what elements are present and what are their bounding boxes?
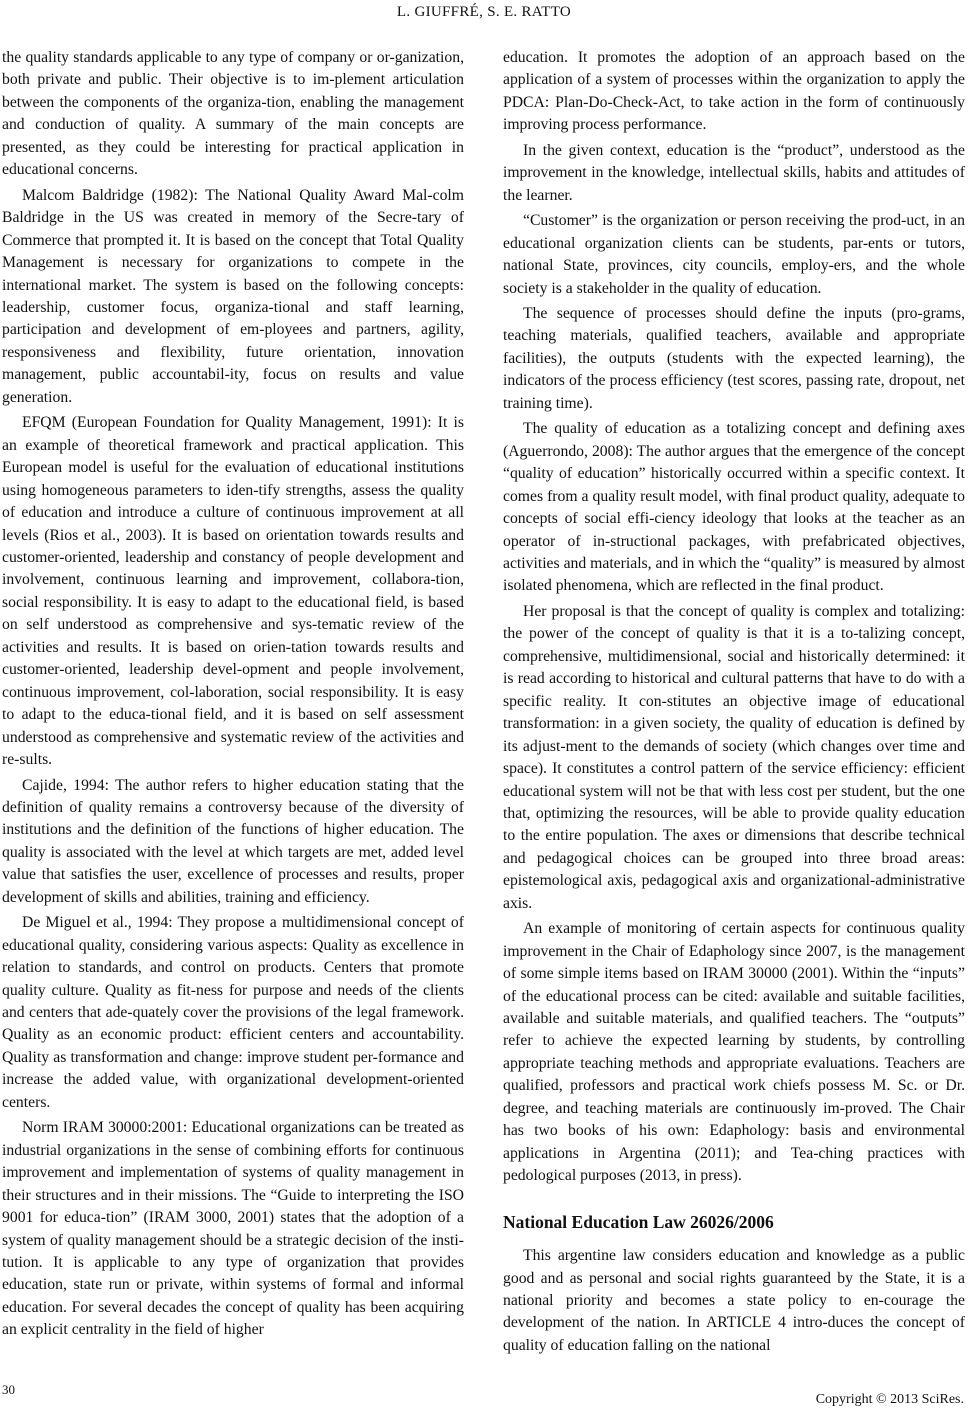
copyright-notice: Copyright © 2013 SciRes. [815, 1392, 964, 1407]
paragraph: In the given context, education is the “product”, understood as the improvement in the knowledge, intellectual skills, habits and attitudes of the learner. [503, 141, 965, 204]
right-column [503, 47, 965, 1360]
paragraph: EFQM (European Foundation for Quality Management, 1991): It is an example of theoretical framework and practical application. This European model is useful for the evaluation of educational institutions using homogeneous parameters to iden-tify strengths, assess the quality of education and introduce a culture of continuous improvement at all levels (Rios et al., 2003). It is based on orientation towards results and customer-oriented, leadership and constancy of people development and involvement, continuous learning and improvement, collabora-tion, social responsibility. It is easy to adapt to the educational field, is based on self understood as comprehensive and sys-tematic review of the activities and results. It is based on orien-tation towards results and customer-oriented, leadership devel-opment and people involvement, continuous improvement, col-laboration, social responsibility. It is easy to adapt to the educa-tional field, and it is based on self assessment understood as comprehensive and systematic review of the activities and re-sults. [2, 414, 464, 769]
paragraph: the quality standards applicable to any type of company or or-ganization, both private and public. Their objective is to im-plement articulation between the components of the organiza-tion, enabling the management and conduction of quality. A summary of the main concepts are presented, as they could be interesting for practical application in educational concerns. [2, 49, 464, 179]
paragraph: The sequence of processes should define the inputs (pro-grams, teaching materials, qualified teachers, available and appropriate facilities), the outputs (students with the expected learning), the indicators of the process efficiency (test scores, passing rate, dropout, net training time). [503, 304, 965, 412]
paragraph: Norm IRAM 30000:2001: Educational organizations can be treated as industrial organizations in the sense of combining efforts for continuous improvement and implementation of systems of quality management in their structures and in their missions. The “Guide to interpreting the ISO 9001 for educa-tion” (IRAM 3000, 2001) states that the adoption of a system of quality management should be a strategic decision of the insti-tution. It is applicable to any type of organization that provides education, state run or private, within systems of formal and informal education. For several decades the concept of quality has been acquiring an explicit centrality in the field of higher [2, 1119, 464, 1339]
running-head: L. GIUFFRÉ, S. E. RATTO [396, 4, 572, 20]
paragraph: Cajide, 1994: The author refers to higher education stating that the definition of quality remains a controversy because of the diversity of institutions and the definition of the functions of higher education. The quality is associated with the level at which targets are met, added level value that satisfies the user, excellence of processes and results, proper development of skills and abilities, training and efficiency. [2, 776, 464, 906]
left-column [2, 47, 464, 1345]
paragraph: Malcom Baldridge (1982): The National Quality Award Mal-colm Baldridge in the US was created in memory of the Secre-tary of Commerce that prompted it. It is based on the concept that Total Quality Management is necessary for organizations to compete in the international market. The system is based on the following concepts: leadership, customer focus, organiza-tional and staff learning, participation and development of em-ployees and partners, agility, responsiveness and flexibility, future orientation, innovation management, public accountabil-ity, focus on results and value generation. [2, 186, 464, 406]
paragraph: Her proposal is that the concept of quality is complex and totalizing: the power of the concept of quality is that it is a to-talizing concept, comprehensive, multidimensional, social and historically determined: it is read according to historical and cultural patterns that have to do with a specific reality. It con-stitutes an objective image of educational transformation: in a given society, the quality of education is defined by its adjust-ment to the demands of society (which changes over time and space). It constitutes a control pattern of the service efficiency: efficient educational system will not be that with less cost per student, but the one that, optimizing the resources, will be able to provide quality education to the entire population. The axes or dimensions that describe technical and pedagogical choices can be grouped into three broad areas: epistemological axis, pedagogical axis and organizational-administrative axis. [503, 602, 965, 912]
paragraph: education. It promotes the adoption of an approach based on the application of a system of processes within the organization to apply the PDCA: Plan-Do-Check-Act, to take action in the form of continuously improving process performance. [503, 49, 965, 134]
paragraph: This argentine law considers education and knowledge as a public good and as personal and social rights guaranteed by the State, it is a national priority and becomes a state policy to en-courage the development of the nation. In ARTICLE 4 intro-duces the concept of quality of education falling on the national [503, 1247, 965, 1354]
paragraph: The quality of education as a totalizing concept and defining axes (Aguerrondo, 2008): The author argues that the emergence of the concept “quality of education” historically occurred within a specific context. It comes from a quality result model, with final product quality, adequate to concepts of social effi-ciency ideology that looks at the teacher as an operator of in-structional packages, with prefabricated objectives, activities and materials, and in which the “quality” is measured by almost isolated phenomena, which are reflected in the final product. [503, 420, 965, 595]
paragraph: An example of monitoring of certain aspects for continuous quality improvement in the Chair of Edaphology since 2007, is the management of some simple items based on IRAM 30000 (2001). Within the “inputs” of the educational process can be cited: available and suitable facilities, available and suitable materials, and qualified teachers. The “outputs” refer to achieve the expected learning by students, by controlling appropriate teaching methods and appropriate evaluations. Teachers are qualified, professors and practical work chiefs possess M. Sc. or Dr. degree, and teaching materials are continuously im-proved. The Chair has two books of his own: Edaphology: basis and environmental applications in Argentina (2011); and Tea-ching practices with pedological purposes (2013, in press). [503, 920, 965, 1185]
paragraph: “Customer” is the organization or person receiving the prod-uct, in an educational organization clients can be students, par-ents or tutors, national State, provinces, city councils, employ-ers, and the whole society is a stakeholder in the quality of education. [503, 212, 965, 297]
paragraph: De Miguel et al., 1994: They propose a multidimensional concept of educational quality, considering various aspects: Quality as excellence in relation to standards, and control on products. Centers that promote quality culture. Quality as fit-ness for purpose and needs of the clients and centers that ade-quately cover the provisions of the legal framework. Quality as an economic product: efficient centers and accountability. Quality as transformation and change: improve student per-formance and increase the added value, with organizational development-oriented centers. [2, 914, 464, 1111]
section-heading: National Education Law 26026/2006 [503, 1211, 774, 1232]
page-number: 30 [2, 1382, 15, 1397]
